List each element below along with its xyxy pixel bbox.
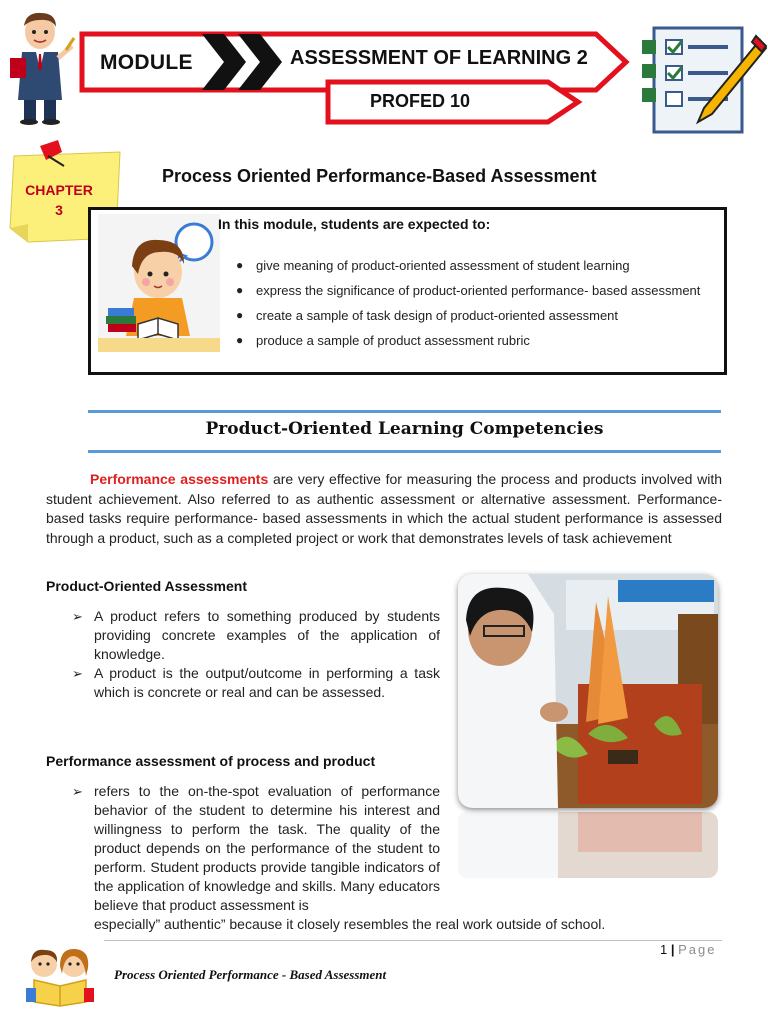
list-item-text: A product refers to something produced by students providing concrete examples of the application of knowledge. — [94, 608, 440, 662]
list-item — [236, 278, 710, 303]
list-item-text: A product is the output/outcome in performing a task which is concrete or real and can be assessed. — [94, 665, 440, 700]
arrow-bullet-icon: ➢ — [72, 666, 83, 681]
list-item — [236, 253, 710, 278]
intro-paragraph — [46, 470, 722, 548]
bullet-icon: ● — [236, 333, 244, 347]
course-code: PROFED 10 — [370, 91, 471, 111]
list-item — [72, 782, 440, 915]
objectives-intro: In this module, students are expected to: — [218, 216, 491, 232]
page-word: Page — [678, 942, 717, 957]
list-item-continuation: especially” authentic” because it closely resembles the real work outside of school. — [94, 916, 606, 932]
page-number — [660, 942, 717, 957]
objectives-list — [236, 253, 710, 353]
objective-text: express the significance of product-oriented performance- based assessment — [256, 283, 701, 298]
objective-text: create a sample of task design of product-oriented assessment — [256, 308, 619, 323]
list-item — [236, 303, 710, 328]
kids-reading-illustration — [20, 944, 100, 1008]
process-product-list — [72, 782, 440, 915]
intro-text: are very effective for measuring the process and products involved with student achievement. Also referred to as authentic assessment or alternative assessment. Performance-based tasks require performance- based assessments in which the actual student performance is assessed through a product, such as a completed project or work that demonstrates levels of task achievement — [46, 471, 722, 546]
bullet-icon: ● — [236, 283, 244, 297]
chapter-number-value: 3 — [55, 202, 63, 218]
process-product-heading: Performance assessment of process and product — [46, 753, 376, 769]
product-oriented-list — [72, 607, 440, 702]
child-reading-illustration — [98, 214, 220, 352]
chevron-arrows-icon — [198, 32, 286, 92]
module-label: MODULE — [100, 51, 193, 74]
page-number-value: 1 — [660, 942, 668, 957]
chapter-title: Process Oriented Performance-Based Assessment — [162, 166, 597, 186]
objective-text: give meaning of product-oriented assessment of student learning — [256, 258, 630, 273]
list-item — [72, 607, 440, 664]
arrow-bullet-icon: ➢ — [72, 609, 83, 624]
checklist-pencil-icon — [632, 22, 768, 138]
list-item-text: refers to the on-the-spot evaluation of performance behavior of the student to determine his interest and willingness to perform the task. The quality of the product depends on the performance of the student to perform. Student products provide tangible indicators of the application of knowledge and skills. Many educators believe that product assessment is — [94, 783, 440, 913]
teacher-illustration — [4, 8, 76, 126]
module-title: ASSESSMENT OF LEARNING 2 — [290, 47, 588, 69]
bullet-icon: ● — [236, 308, 244, 322]
objective-text: produce a sample of product assessment rubric — [256, 333, 530, 348]
footer-text: Process Oriented Performance - Based Assessment — [114, 967, 387, 982]
section-rule-top — [88, 410, 721, 413]
photo-reflection — [458, 812, 718, 878]
arrow-bullet-icon: ➢ — [72, 784, 83, 799]
student-project-photo — [458, 574, 718, 808]
list-item — [72, 664, 440, 702]
footer-rule — [104, 940, 722, 941]
section-title: Product-Oriented Learning Competencies — [205, 419, 604, 439]
list-item — [236, 328, 710, 353]
chapter-label: CHAPTER — [25, 182, 93, 198]
product-oriented-heading: Product-Oriented Assessment — [46, 578, 247, 594]
chapter-number — [20, 180, 98, 220]
page-separator: | — [670, 942, 675, 957]
bullet-icon: ● — [236, 258, 244, 272]
highlight-term: Performance assessments — [90, 471, 269, 487]
pin-icon — [34, 138, 74, 168]
section-rule-bottom — [88, 450, 721, 453]
